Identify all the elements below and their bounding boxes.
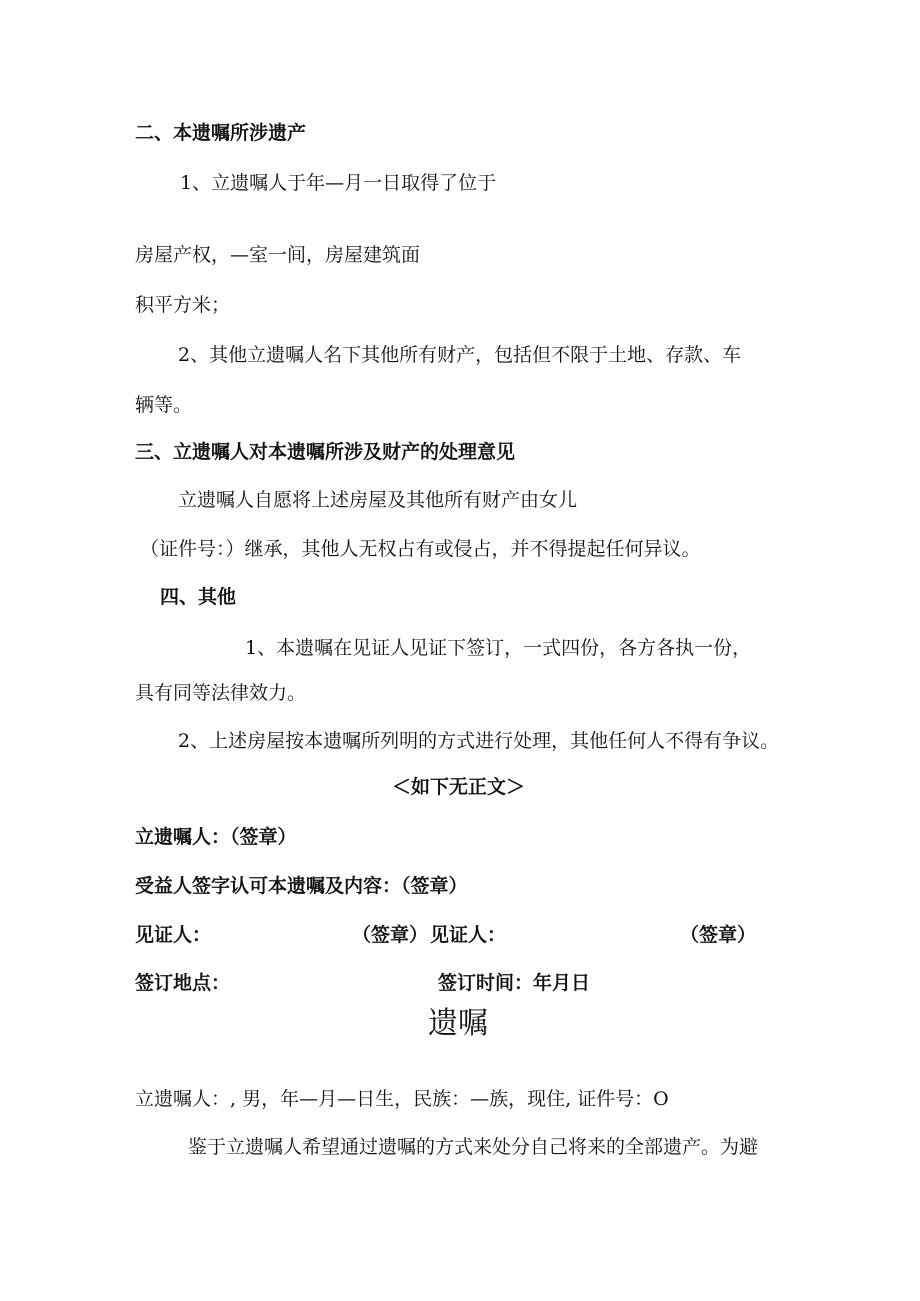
section2-item1-line3: 积平方米； [135, 294, 231, 316]
beneficiary-signature: 受益人签字认可本遗嘱及内容：（签章） [135, 875, 468, 897]
signing-time-label: 签订时间：年月日 [438, 972, 591, 994]
section3-heading: 三、立遗嘱人对本遗嘱所涉及财产的处理意见 [135, 441, 516, 463]
will-title: 遗嘱 [428, 1006, 488, 1041]
section4-item1-line1: 1、本遗嘱在见证人见证下签订，一式四份，各方各执一份， [245, 637, 752, 659]
section4-item2: 2、上述房屋按本遗嘱所列明的方式进行处理，其他任何人不得有争议。 [178, 730, 780, 752]
witness1-seal: （签章） [352, 924, 429, 946]
signing-place-label: 签订地点： [135, 972, 231, 994]
section3-line2: （证件号：）继承，其他人无权占有或侵占，并不得提起任何异议。 [140, 538, 701, 560]
section2-item2-line2: 辆等。 [135, 394, 193, 416]
testator-signature: 立遗嘱人：（签章） [135, 826, 297, 848]
witness1-label: 见证人： [135, 924, 212, 946]
section4-item1-line2: 具有同等法律效力。 [135, 682, 307, 704]
section2-item1-line2: 房屋产权，—室一间，房屋建筑面 [135, 244, 421, 266]
section4-heading: 四、其他 [160, 586, 237, 608]
section2-item1-line1: 1、立遗嘱人于年—月一日取得了位于 [180, 172, 497, 194]
section2-heading: 二、本遗嘱所涉遗产 [135, 122, 307, 144]
testator-info: 立遗嘱人：, 男，年—月—日生，民族：—族，现住, 证件号：O [135, 1088, 669, 1110]
section2-item2-line1: 2、其他立遗嘱人名下其他所有财产，包括但不限于土地、存款、车 [178, 344, 742, 366]
witness2-label: 见证人： [430, 924, 507, 946]
witness2-seal: （签章） [680, 924, 757, 946]
end-note: ＜如下无正文＞ [392, 776, 526, 798]
intro-line1: 鉴于立遗嘱人希望通过遗嘱的方式来处分自己将来的全部遗产。为避 [188, 1136, 759, 1158]
section3-line1: 立遗嘱人自愿将上述房屋及其他所有财产由女儿 [178, 489, 578, 511]
